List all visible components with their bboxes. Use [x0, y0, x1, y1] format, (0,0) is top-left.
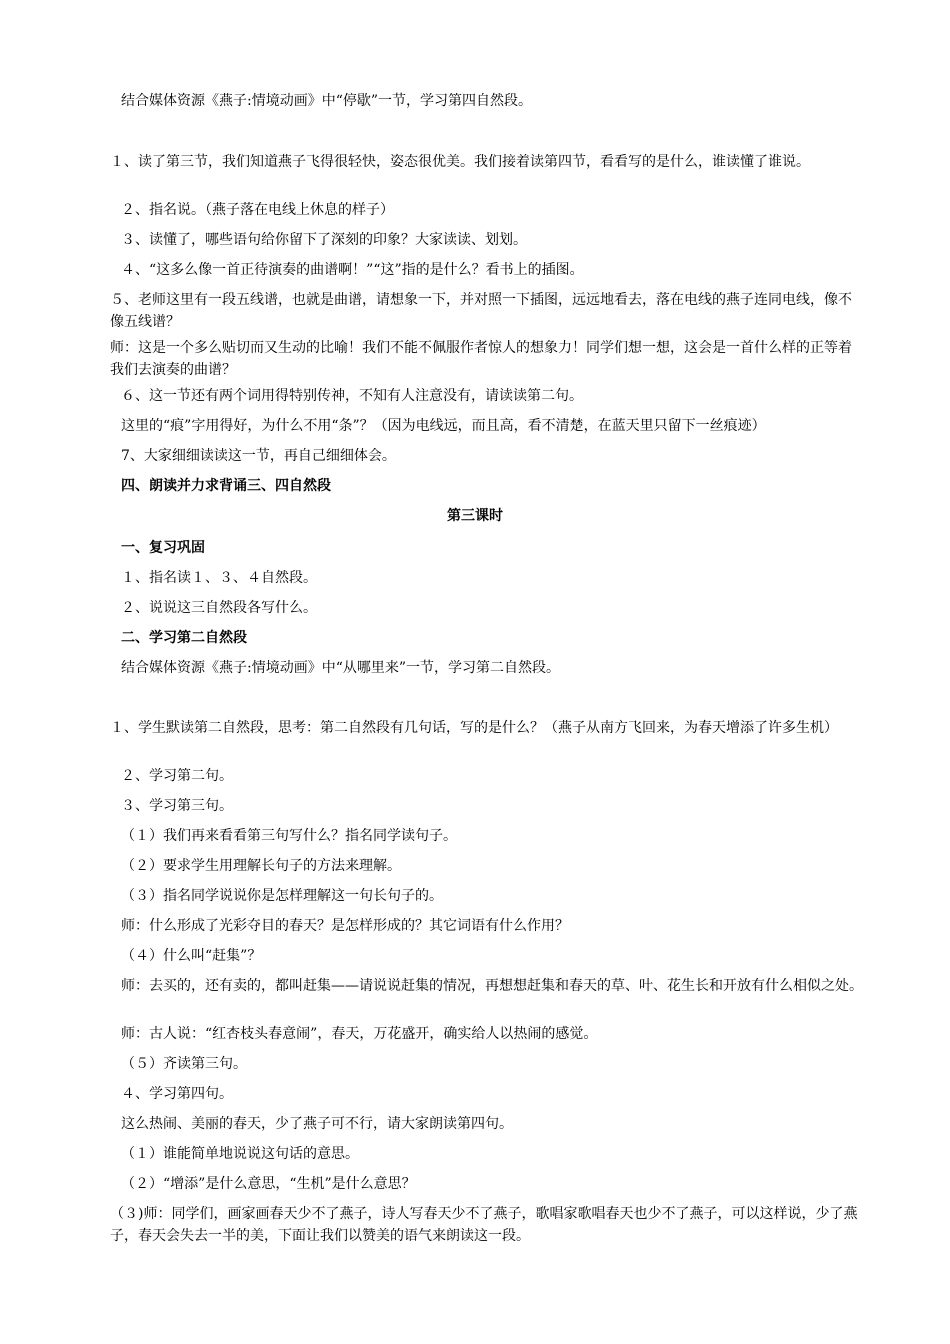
paragraph-teacher-4: 师：古人说：“红杏枝头春意闹”，春天，万花盛开，确实给人以热闹的感觉。	[121, 1026, 598, 1042]
paragraph-lively-spring: 这么热闹、美丽的春天，少了燕子可不行，请大家朗读第四句。	[121, 1116, 513, 1132]
paragraph-step-6: ６、这一节还有两个词用得特别传神，不知有人注意没有，请读读第二句。	[121, 388, 583, 404]
paragraph-study-2: ２、学习第二句。	[121, 768, 233, 784]
paragraph-sub-q3: （３)师：同学们，画家画春天少不了燕子，诗人写春天少不了燕子，歌唱家歌唱春天也少不了燕子，可以这样说，少了燕子，春天会失去一半的美，下面让我们以赞美的语气来朗读这一段。	[110, 1206, 858, 1244]
paragraph-teacher-3: 师：去买的，还有卖的，都叫赶集——请说说赶集的情况，再想想赶集和春天的草、叶、花生长和开放有什么相似之处。	[121, 978, 863, 994]
section-heading-2: 二、学习第二自然段	[121, 630, 247, 646]
paragraph-step-4: ４、“这多么像一首正待演奏的曲谱啊！”“这”指的是什么？看书上的插图。	[121, 262, 584, 278]
paragraph-sub-3: （３）指名同学说说你是怎样理解这一句长句子的。	[121, 888, 443, 904]
lesson-title: 第三课时	[447, 508, 503, 524]
paragraph-teacher-2: 师：什么形成了光彩夺目的春天？是怎样形成的？其它词语有什么作用？	[121, 918, 569, 934]
paragraph-hen: 这里的“痕”字用得好，为什么不用“条”？（因为电线远，而且高，看不清楚，在蓝天里只留下一丝痕迹）	[121, 418, 766, 434]
paragraph-teacher-1: 师：这是一个多么贴切而又生动的比喻！我们不能不佩服作者惊人的想象力！同学们想一想，这会是一首什么样的正等着我们去演奏的曲谱？	[110, 340, 852, 378]
paragraph-study-3: ３、学习第三句。	[121, 798, 233, 814]
paragraph-study-4: ４、学习第四句。	[121, 1086, 233, 1102]
paragraph-sub-1: （１）我们再来看看第三句写什么？指名同学读句子。	[121, 828, 457, 844]
paragraph-sub-5: （５）齐读第三句。	[121, 1056, 247, 1072]
paragraph-media-stop: 结合媒体资源《燕子:情境动画》中“停歇”一节，学习第四自然段。	[121, 93, 533, 109]
paragraph-step-1: １、读了第三节，我们知道燕子飞得很轻快，姿态很优美。我们接着读第四节，看看写的是什么，谁读懂了谁说。	[110, 154, 810, 170]
paragraph-media-from: 结合媒体资源《燕子:情境动画》中“从哪里来”一节，学习第二自然段。	[121, 660, 561, 676]
paragraph-review-2: ２、说说这三自然段各写什么。	[121, 600, 317, 616]
paragraph-step-5: ５、老师这里有一段五线谱，也就是曲谱，请想象一下，并对照一下插图，远远地看去，落在电线的燕子连同电线，像不像五线谱？	[110, 292, 852, 330]
paragraph-review-1: １、指名读１、３、４自然段。	[121, 570, 317, 586]
paragraph-step-3: ３、读懂了，哪些语句给你留下了深刻的印象？大家读读、划划。	[121, 232, 527, 248]
section-heading-1: 一、复习巩固	[121, 540, 205, 556]
paragraph-step-2: ２、指名说。（燕子落在电线上休息的样子）	[121, 202, 394, 218]
paragraph-sub-2: （２）要求学生用理解长句子的方法来理解。	[121, 858, 401, 874]
paragraph-sub-q2: （２）“增添”是什么意思，“生机”是什么意思？	[121, 1176, 416, 1192]
paragraph-step-7: 7、大家细细读读这一节，再自己细细体会。	[121, 448, 396, 464]
paragraph-sub-4: （４）什么叫“赶集”？	[121, 948, 262, 964]
paragraph-study-1: １、学生默读第二自然段，思考：第二自然段有几句话，写的是什么？（燕子从南方飞回来，为春天增添了许多生机）	[110, 720, 838, 736]
section-heading-4: 四、朗读并力求背诵三、四自然段	[121, 478, 331, 494]
paragraph-sub-q1: （１）谁能简单地说说这句话的意思。	[121, 1146, 359, 1162]
